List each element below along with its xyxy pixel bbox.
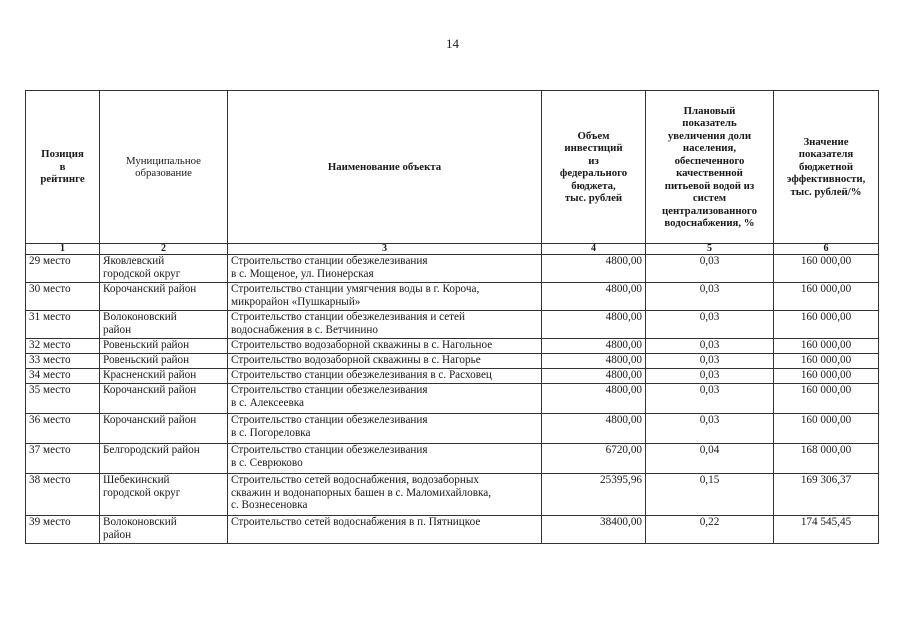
column-number: 1 (26, 244, 100, 255)
object-name-cell (228, 354, 542, 369)
efficiency-cell-text: 174 545,45 (800, 516, 852, 528)
municipality-cell-text: Корочанский район (103, 414, 197, 426)
position-cell (26, 444, 100, 474)
position-cell (26, 255, 100, 283)
municipality-cell-text: Волоконовский район (103, 516, 177, 541)
municipality-cell-text: Ровеньский район (103, 354, 190, 366)
column-header-share: Плановый показатель увеличения доли населения, обеспеченного качественной питьевой водой из систем централизованного водоснабжения, % (646, 91, 774, 244)
investment-cell-text: 4800,00 (605, 311, 642, 323)
object-name-cell (228, 414, 542, 444)
efficiency-cell (774, 339, 879, 354)
share-increase-cell (646, 283, 774, 311)
efficiency-cell (774, 283, 879, 311)
municipality-cell-text: Ровеньский район (103, 339, 190, 351)
investment-cell (542, 369, 646, 384)
share-increase-cell (646, 414, 774, 444)
column-number: 4 (542, 244, 646, 255)
municipality-cell (100, 283, 228, 311)
investment-cell (542, 283, 646, 311)
municipality-cell-text: Белгородский район (103, 444, 200, 456)
municipality-cell (100, 516, 228, 544)
share-increase-cell-text: 0,03 (699, 369, 720, 381)
table-row (26, 354, 879, 369)
investment-cell (542, 339, 646, 354)
column-header-efficiency: Значение показателя бюджетной эффективности, тыс. рублей/% (774, 91, 879, 244)
column-number: 3 (228, 244, 542, 255)
share-increase-cell-text: 0,03 (699, 311, 720, 323)
share-increase-cell (646, 444, 774, 474)
position-cell (26, 339, 100, 354)
investment-cell-text: 4800,00 (605, 283, 642, 295)
municipality-cell-text: Шебекинский городской округ (103, 474, 181, 499)
position-cell-text: 32 место (29, 339, 71, 351)
object-name-cell (228, 516, 542, 544)
table-row (26, 516, 879, 544)
investment-cell-text: 4800,00 (605, 384, 642, 396)
position-cell-text: 33 место (29, 354, 71, 366)
object-name-cell (228, 444, 542, 474)
table-row (26, 311, 879, 339)
column-number: 6 (774, 244, 879, 255)
position-cell (26, 311, 100, 339)
table-row (26, 384, 879, 414)
investment-cell (542, 414, 646, 444)
efficiency-cell-text: 160 000,00 (800, 311, 852, 323)
investment-cell-text: 4800,00 (605, 369, 642, 381)
efficiency-cell (774, 516, 879, 544)
object-name-cell-text: Строительство водозаборной скважины в с. Нагольное (231, 339, 493, 351)
object-name-cell-text: Строительство станции обезжелезивания в с. Мощеное, ул. Пионерская (231, 255, 428, 280)
table-row (26, 255, 879, 283)
object-name-cell (228, 311, 542, 339)
table-row (26, 339, 879, 354)
object-name-cell (228, 255, 542, 283)
efficiency-cell (774, 354, 879, 369)
object-name-cell-text: Строительство станции обезжелезивания в с. Расховец (231, 369, 492, 381)
column-number: 5 (646, 244, 774, 255)
object-name-cell-text: Строительство станции обезжелезивания и сетей водоснабжения в с. Ветчинино (231, 311, 466, 336)
efficiency-cell-text: 160 000,00 (800, 339, 852, 351)
table-body (26, 255, 879, 544)
object-name-cell-text: Строительство сетей водоснабжения, водозаборных скважин и водонапорных башен в с. Маломихайловка, с. Вознесеновка (231, 474, 492, 511)
share-increase-cell (646, 369, 774, 384)
position-cell-text: 37 место (29, 444, 71, 456)
municipality-cell (100, 414, 228, 444)
position-cell (26, 283, 100, 311)
share-increase-cell-text: 0,15 (699, 474, 720, 486)
efficiency-cell-text: 160 000,00 (800, 283, 852, 295)
object-name-cell (228, 474, 542, 516)
position-cell (26, 474, 100, 516)
position-cell (26, 354, 100, 369)
investment-cell (542, 384, 646, 414)
position-cell (26, 414, 100, 444)
municipality-cell-text: Красненский район (103, 369, 197, 381)
municipality-cell (100, 444, 228, 474)
position-cell (26, 384, 100, 414)
object-name-cell-text: Строительство станции обезжелезивания в с. Алексеевка (231, 384, 428, 409)
efficiency-cell (774, 311, 879, 339)
municipality-cell-text: Волоконовский район (103, 311, 177, 336)
share-increase-cell-text: 0,22 (699, 516, 720, 528)
position-cell (26, 369, 100, 384)
efficiency-cell (774, 369, 879, 384)
object-name-cell-text: Строительство станции обезжелезивания в с. Погореловка (231, 414, 428, 439)
share-increase-cell (646, 354, 774, 369)
object-name-cell-text: Строительство сетей водоснабжения в п. Пятницкое (231, 516, 481, 528)
share-increase-cell (646, 516, 774, 544)
position-cell-text: 29 место (29, 255, 71, 267)
investment-cell-text: 38400,00 (600, 516, 642, 528)
share-increase-cell-text: 0,04 (699, 444, 720, 456)
object-name-cell (228, 283, 542, 311)
efficiency-cell (774, 474, 879, 516)
municipality-cell (100, 384, 228, 414)
efficiency-cell (774, 444, 879, 474)
municipality-cell (100, 354, 228, 369)
column-number: 2 (100, 244, 228, 255)
efficiency-cell-text: 169 306,37 (800, 474, 852, 486)
table-row (26, 414, 879, 444)
position-cell-text: 31 место (29, 311, 71, 323)
position-cell-text: 35 место (29, 384, 71, 396)
column-header-object: Наименование объекта (228, 91, 542, 244)
object-name-cell (228, 384, 542, 414)
table-row (26, 474, 879, 516)
column-header-municipality: Муниципальное образование (100, 91, 228, 244)
investment-cell-text: 4800,00 (605, 354, 642, 366)
efficiency-cell-text: 168 000,00 (800, 444, 852, 456)
share-increase-cell (646, 384, 774, 414)
investment-cell-text: 4800,00 (605, 414, 642, 426)
position-cell-text: 34 место (29, 369, 71, 381)
investment-cell-text: 25395,96 (600, 474, 642, 486)
municipality-cell (100, 474, 228, 516)
efficiency-cell-text: 160 000,00 (800, 354, 852, 366)
share-increase-cell-text: 0,03 (699, 384, 720, 396)
object-name-cell-text: Строительство станции умягчения воды в г. Короча, микрорайон «Пушкарный» (231, 283, 480, 308)
efficiency-cell-text: 160 000,00 (800, 384, 852, 396)
object-name-cell (228, 339, 542, 354)
header-row (26, 91, 879, 244)
object-name-cell-text: Строительство станции обезжелезивания в с. Севрюково (231, 444, 428, 469)
municipality-cell (100, 255, 228, 283)
page-number: 14 (446, 36, 459, 51)
efficiency-cell (774, 384, 879, 414)
table-row (26, 369, 879, 384)
efficiency-cell-text: 160 000,00 (800, 414, 852, 426)
municipality-cell (100, 339, 228, 354)
efficiency-cell-text: 160 000,00 (800, 255, 852, 267)
position-cell-text: 30 место (29, 283, 71, 295)
investment-cell (542, 354, 646, 369)
share-increase-cell (646, 474, 774, 516)
investment-cell-text: 4800,00 (605, 255, 642, 267)
share-increase-cell (646, 255, 774, 283)
investment-cell-text: 6720,00 (605, 444, 642, 456)
share-increase-cell-text: 0,03 (699, 283, 720, 295)
investment-cell (542, 311, 646, 339)
investment-cell (542, 516, 646, 544)
investment-cell-text: 4800,00 (605, 339, 642, 351)
position-cell (26, 516, 100, 544)
municipality-cell (100, 311, 228, 339)
share-increase-cell-text: 0,03 (699, 414, 720, 426)
position-cell-text: 39 место (29, 516, 71, 528)
efficiency-cell (774, 414, 879, 444)
position-cell-text: 36 место (29, 414, 71, 426)
object-name-cell-text: Строительство водозаборной скважины в с. Нагорье (231, 354, 481, 366)
table-row (26, 283, 879, 311)
rating-table (25, 90, 879, 544)
investment-cell (542, 474, 646, 516)
table-row (26, 444, 879, 474)
column-number-row (26, 244, 879, 255)
share-increase-cell (646, 339, 774, 354)
position-cell-text: 38 место (29, 474, 71, 486)
efficiency-cell-text: 160 000,00 (800, 369, 852, 381)
investment-cell (542, 255, 646, 283)
investment-cell (542, 444, 646, 474)
municipality-cell (100, 369, 228, 384)
share-increase-cell-text: 0,03 (699, 339, 720, 351)
column-header-position: Позиция в рейтинге (26, 91, 100, 244)
share-increase-cell (646, 311, 774, 339)
efficiency-cell (774, 255, 879, 283)
municipality-cell-text: Корочанский район (103, 283, 197, 295)
municipality-cell-text: Яковлевский городской округ (103, 255, 181, 280)
share-increase-cell-text: 0,03 (699, 255, 720, 267)
share-increase-cell-text: 0,03 (699, 354, 720, 366)
municipality-cell-text: Корочанский район (103, 384, 197, 396)
column-header-investment: Объем инвестиций из федерального бюджета, тыс. рублей (542, 91, 646, 244)
object-name-cell (228, 369, 542, 384)
